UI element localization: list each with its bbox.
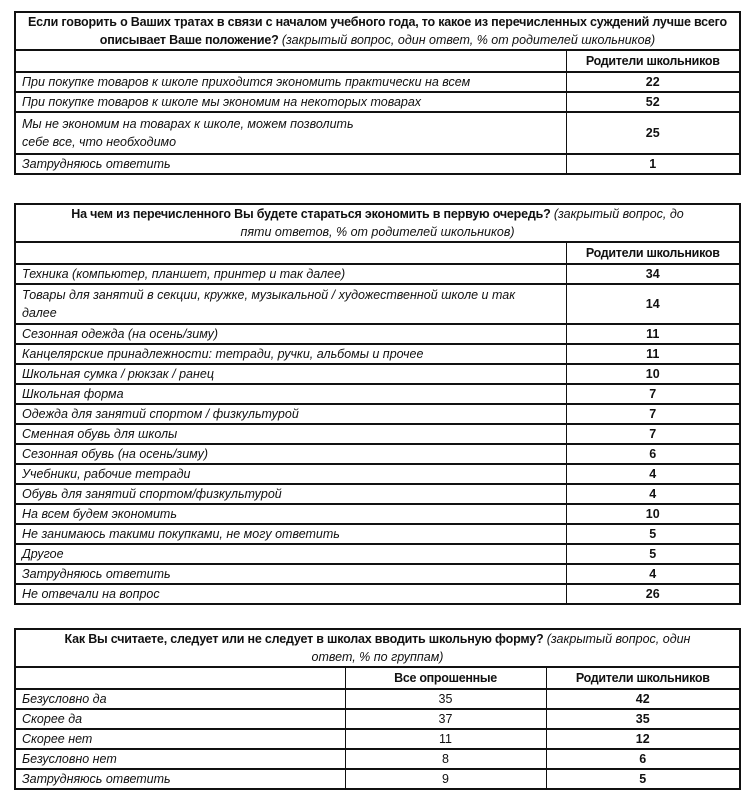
- row-value-parents: 11: [566, 344, 740, 364]
- table-row: [15, 504, 740, 524]
- row-label: Затрудняюсь ответить: [15, 154, 566, 174]
- table-row: [15, 729, 740, 749]
- column-header-parents: Родители школьников: [546, 667, 740, 689]
- table-row: [15, 284, 740, 324]
- table-row: [15, 92, 740, 112]
- row-label: Затрудняюсь ответить: [15, 769, 345, 789]
- row-label: При покупке товаров к школе приходится экономить практически на всем: [15, 72, 566, 92]
- row-label: Другое: [15, 544, 566, 564]
- question-note: (закрытый вопрос, до пяти ответов, % от родителей школьников): [240, 207, 684, 239]
- row-label: Безусловно да: [15, 689, 345, 709]
- table-row: [15, 364, 740, 384]
- table-row: [15, 584, 740, 604]
- question-note: (закрытый вопрос, один ответ, % от родителей школьников): [281, 33, 656, 47]
- row-value-parents: 12: [546, 729, 740, 749]
- row-value-parents: 4: [566, 464, 740, 484]
- row-value-parents: 35: [546, 709, 740, 729]
- row-value-parents: 4: [566, 564, 740, 584]
- table-row: [15, 384, 740, 404]
- row-label: Учебники, рабочие тетради: [15, 464, 566, 484]
- table-row: [15, 524, 740, 544]
- row-value-parents: 25: [566, 112, 740, 154]
- row-value-parents: 52: [566, 92, 740, 112]
- row-label: Одежда для занятий спортом / физкультурой: [15, 404, 566, 424]
- question-row: [15, 12, 740, 50]
- row-value-parents: 6: [566, 444, 740, 464]
- row-label: Безусловно нет: [15, 749, 345, 769]
- header-row: [15, 50, 740, 72]
- row-value-all: 9: [345, 769, 546, 789]
- row-value-parents: 7: [566, 424, 740, 444]
- row-value-parents: 6: [546, 749, 740, 769]
- row-value-parents: 1: [566, 154, 740, 174]
- row-value-all: 35: [345, 689, 546, 709]
- row-label: Школьная сумка / рюкзак / ранец: [15, 364, 566, 384]
- table-row: [15, 464, 740, 484]
- question-row: [15, 204, 740, 242]
- table-row: [15, 689, 740, 709]
- column-header-empty: [15, 50, 566, 72]
- row-label: Мы не экономим на товарах к школе, можем позволить себе все, что необходимо: [15, 112, 566, 154]
- row-value-parents: 4: [566, 484, 740, 504]
- row-label: Не отвечали на вопрос: [15, 584, 566, 604]
- table-row: [15, 344, 740, 364]
- row-value-parents: 10: [566, 504, 740, 524]
- table-row: [15, 264, 740, 284]
- table-row: [15, 112, 740, 154]
- header-row: [15, 242, 740, 264]
- table-row: [15, 769, 740, 789]
- column-header-parents: Родители школьников: [566, 242, 740, 264]
- survey-table-saving-priorities: [14, 203, 741, 605]
- row-label: Сменная обувь для школы: [15, 424, 566, 444]
- question-text: На чем из перечисленного Вы будете стараться экономить в первую очередь?: [71, 207, 551, 221]
- row-label: Сезонная обувь (на осень/зиму): [15, 444, 566, 464]
- table-row: [15, 709, 740, 729]
- question-row: [15, 629, 740, 667]
- row-value-parents: 22: [566, 72, 740, 92]
- row-label: Товары для занятий в секции, кружке, музыкальной / художественной школе и так далее: [15, 284, 566, 324]
- row-value-parents: 5: [546, 769, 740, 789]
- row-value-parents: 42: [546, 689, 740, 709]
- row-label: Затрудняюсь ответить: [15, 564, 566, 584]
- table-row: [15, 324, 740, 344]
- row-value-parents: 11: [566, 324, 740, 344]
- row-value-parents: 14: [566, 284, 740, 324]
- column-header-parents: Родители школьников: [566, 50, 740, 72]
- table-row: [15, 72, 740, 92]
- row-value-parents: 34: [566, 264, 740, 284]
- question-cell: [15, 204, 740, 242]
- header-row: [15, 667, 740, 689]
- question-text: Как Вы считаете, следует или не следует в школах вводить школьную форму?: [64, 632, 544, 646]
- column-header-empty: [15, 242, 566, 264]
- table-row: [15, 154, 740, 174]
- row-value-parents: 26: [566, 584, 740, 604]
- row-label: Сезонная одежда (на осень/зиму): [15, 324, 566, 344]
- table-row: [15, 404, 740, 424]
- column-header-all-respondents: Все опрошенные: [345, 667, 546, 689]
- row-label: На всем будем экономить: [15, 504, 566, 524]
- table-row: [15, 564, 740, 584]
- row-value-parents: 5: [566, 524, 740, 544]
- row-value-parents: 7: [566, 404, 740, 424]
- row-value-all: 11: [345, 729, 546, 749]
- row-label: При покупке товаров к школе мы экономим на некоторых товарах: [15, 92, 566, 112]
- row-value-parents: 7: [566, 384, 740, 404]
- row-value-parents: 5: [566, 544, 740, 564]
- row-label: Канцелярские принадлежности: тетради, ручки, альбомы и прочее: [15, 344, 566, 364]
- survey-table-school-uniform: [14, 628, 741, 790]
- row-label: Обувь для занятий спортом/физкультурой: [15, 484, 566, 504]
- question-cell: [15, 629, 740, 667]
- row-value-parents: 10: [566, 364, 740, 384]
- table-row: [15, 424, 740, 444]
- row-label: Школьная форма: [15, 384, 566, 404]
- row-label: Не занимаюсь такими покупками, не могу ответить: [15, 524, 566, 544]
- question-text: Если говорить о Ваших тратах в связи с началом учебного года, то какое из перечисленных суждений лучше всего описывает Ваше положение?: [28, 15, 727, 47]
- survey-table-spending-situation: [14, 11, 741, 175]
- table-row: [15, 484, 740, 504]
- table-row: [15, 544, 740, 564]
- question-cell: [15, 12, 740, 50]
- table-row: [15, 444, 740, 464]
- column-header-empty: [15, 667, 345, 689]
- row-label: Скорее да: [15, 709, 345, 729]
- question-note: (закрытый вопрос, один ответ, % по группам): [311, 632, 691, 664]
- table-row: [15, 749, 740, 769]
- row-value-all: 37: [345, 709, 546, 729]
- row-label: Скорее нет: [15, 729, 345, 749]
- row-label: Техника (компьютер, планшет, принтер и так далее): [15, 264, 566, 284]
- row-value-all: 8: [345, 749, 546, 769]
